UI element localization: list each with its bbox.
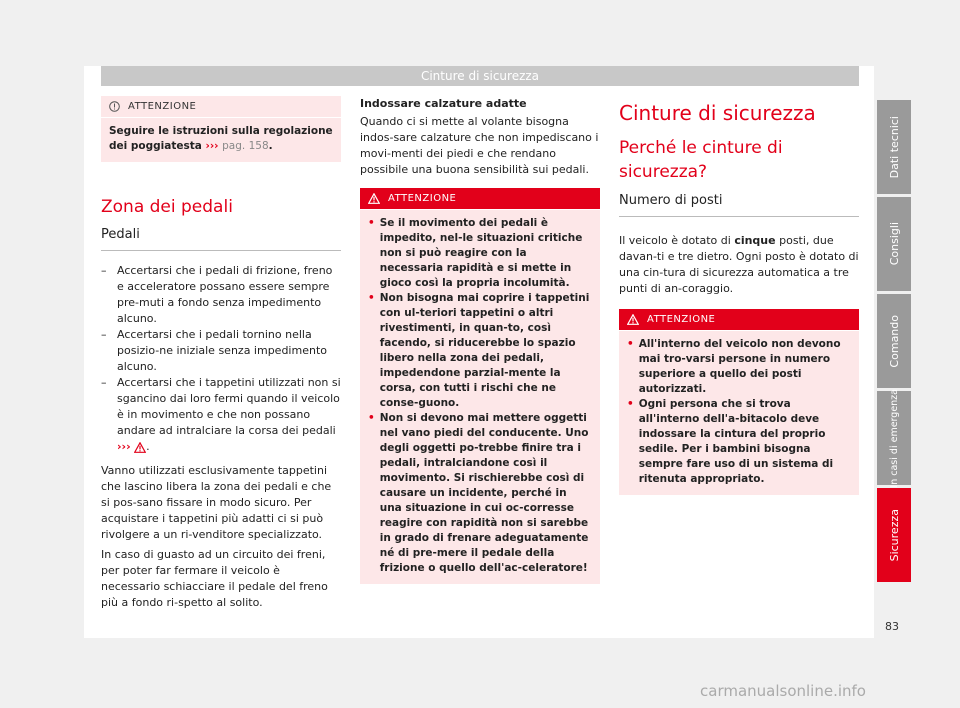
warning-triangle-icon (368, 193, 380, 204)
page-header (101, 66, 859, 86)
warning-label: ATTENZIONE (128, 100, 197, 112)
watermark: carmanualsonline.info (700, 682, 866, 700)
subsection-title: Numero di posti (619, 192, 859, 217)
warning-label: ATTENZIONE (388, 192, 457, 204)
column-1 (101, 96, 341, 611)
column-2 (360, 96, 600, 584)
tab-consigli[interactable]: Consigli (877, 197, 911, 291)
warning-box-seats (619, 309, 859, 495)
section-title: Perché le cinture di sicurezza? (619, 138, 783, 182)
warning-body (101, 118, 341, 154)
warning-header (360, 188, 600, 210)
list-item: • Ogni persona che si trova all'interno dell'a-bitacolo deve indossare la cintura del proprio sedile. Per i bambini bisogna sempre fare uso di un sistema di ritenuta appropriato. (627, 398, 834, 485)
header-title: Cinture di sicurezza (420, 69, 540, 83)
warning-triangle-icon (627, 314, 639, 325)
ref-arrow: ››› (205, 140, 219, 152)
heading-shoes: Indossare calzature adatte (360, 97, 527, 110)
tab-comando[interactable]: Comando (877, 294, 911, 388)
warning-label: ATTENZIONE (647, 313, 716, 325)
ref-arrow: ››› (117, 440, 131, 453)
warning-body (619, 331, 859, 487)
chapter-title: Cinture di sicurezza (619, 101, 816, 125)
warning-box-headrest (101, 96, 341, 162)
warning-body (360, 210, 600, 576)
ref-end: . (268, 140, 273, 152)
warning-text: Seguire le istruzioni sulla regolazione dei poggiatesta (109, 125, 333, 152)
warning-header (619, 309, 859, 331)
section-title: Zona dei pedali (101, 197, 233, 217)
subsection-title: Pedali (101, 226, 341, 251)
info-circle-icon (109, 101, 120, 112)
page-ref-link[interactable]: pag. 158 (222, 140, 269, 152)
warning-box-pedals (360, 188, 600, 584)
tab-emergenza[interactable]: In casi di emergenza (877, 391, 911, 485)
list-item: • All'interno del veicolo non devono mai tro-varsi persone in numero superiore a quello dei posti autorizzati. (627, 338, 841, 395)
tab-sicurezza[interactable]: Sicurezza (877, 488, 911, 582)
pedal-checklist (101, 263, 341, 455)
paragraph: Vanno utilizzati esclusivamente tappetini che lascino libera la zona dei pedali e che si pos-sano fissare in modo sicuro. Per acquistare i tappetini più adatti ci si può rivolgere a un ri-venditore specializzato. (101, 464, 332, 541)
warning-header (101, 96, 341, 118)
tab-dati-tecnici[interactable]: Dati tecnici (877, 100, 911, 194)
paragraph: Quando ci si mette al volante bisogna indos-sare calzature che non impediscano i movi-menti dei piedi e che rendano possibile una buona sensibilità sui pedali. (360, 115, 599, 176)
list-item: – Accertarsi che i pedali tornino nella posizio-ne iniziale senza impedimento alcuno. (101, 328, 327, 373)
list-item: – Accertarsi che i pedali di frizione, freno e acceleratore possano essere sempre pre-muti a fondo senza impedimento alcuno. (101, 264, 333, 325)
list-item: • Se il movimento dei pedali è impedito, nel-le situazioni critiche non si può reagire con la necessaria rapidità e si mette in gioco così la propria incolumità. (368, 217, 583, 289)
list-item: • Non bisogna mai coprire i tappetini con ul-teriori tappetini o altri rivestimenti, in quan-to, così facendo, si riducerebbe lo spazio libero nella zona dei pedali, impedendone parzial-mente la corsa, con tutti i rischi che ne conse-guono. (368, 292, 590, 409)
column-3 (619, 96, 859, 495)
warning-triangle-icon[interactable] (134, 442, 146, 453)
paragraph: In caso di guasto ad un circuito dei freni, per poter far fermare il veicolo è necessario schiacciare il pedale del freno più a fondo ri-spetto al solito. (101, 548, 328, 609)
list-item: • Non si devono mai mettere oggetti nel vano piedi del conducente. Uno degli oggetti po-trebbe finire tra i pedali, intralciandone così il movimento. Si rischierebbe così di causare un incidente, perché in una situazione in cui oc-corresse reagire con rapidità non si sarebbe in grado di frenare adeguatamente né di pre-mere il pedale della frizione o quello dell'ac-celeratore! (368, 412, 589, 574)
page-number: 83 (885, 620, 899, 633)
chapter-tabs (877, 100, 911, 585)
paragraph: Il veicolo è dotato di cinque posti, due davan-ti e tre dietro. Ogni posto è dotato di una cin-tura di sicurezza automatica a tre punti di an-coraggio. (619, 234, 859, 295)
list-item: – Accertarsi che i tappetini utilizzati non si sgancino dai loro fermi quando il veicolo è in movimento e che non possano andare ad intralciare la corsa dei pedali ››› . (101, 376, 341, 453)
